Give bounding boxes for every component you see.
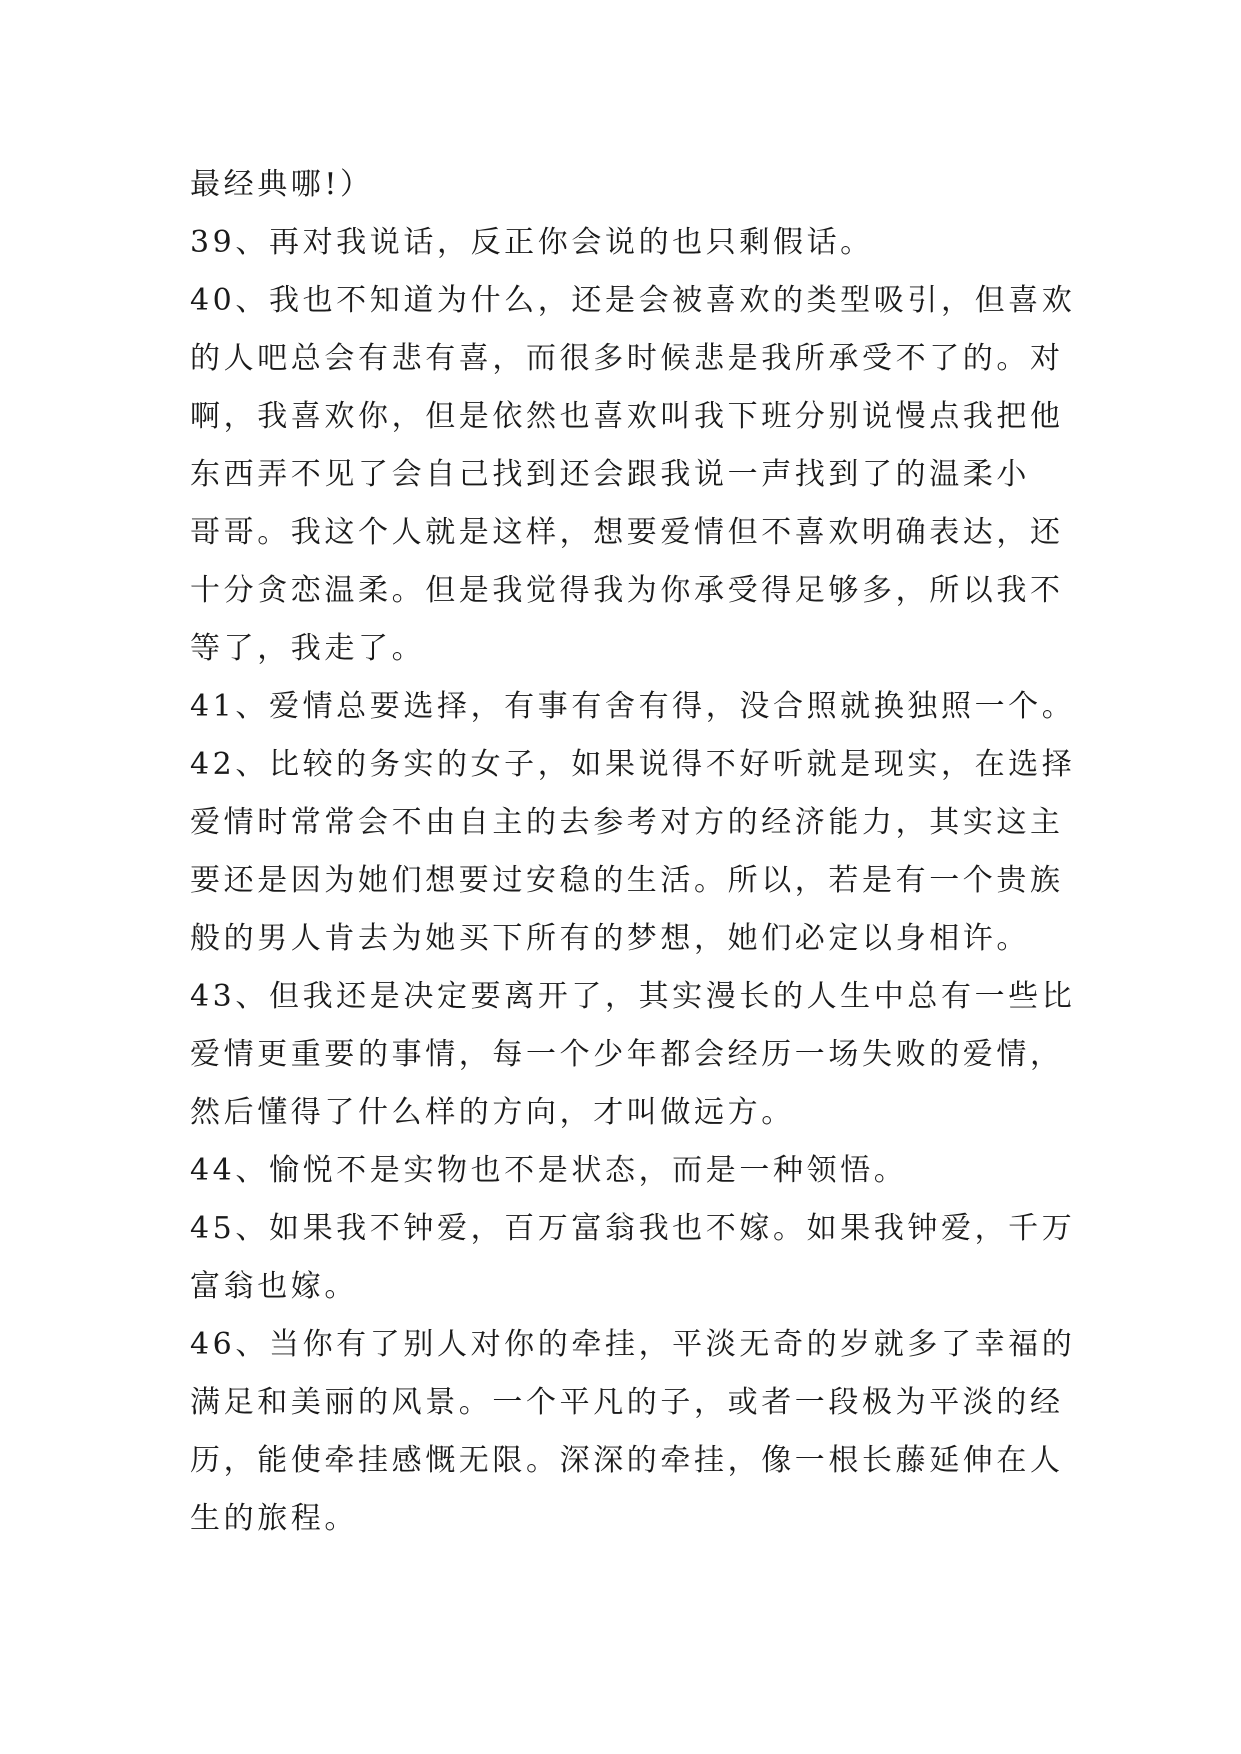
text-line: 哥哥。我这个人就是这样，想要爱情但不喜欢明确表达，还 (190, 515, 1064, 550)
text-line: 富翁也嫁。 (190, 1269, 358, 1304)
text-line: 爱情时常常会不由自主的去参考对方的经济能力，其实这主 (190, 805, 1064, 840)
text-line: 44、愉悦不是实物也不是状态，而是一种领悟。 (190, 1153, 908, 1188)
text-line: 爱情更重要的事情，每一个少年都会经历一场失败的爱情， (190, 1037, 1064, 1072)
text-line: 满足和美丽的风景。一个平凡的子，或者一段极为平淡的经 (190, 1385, 1064, 1420)
text-line: 般的男人肯去为她买下所有的梦想，她们必定以身相许。 (190, 921, 1030, 956)
text-line: 啊，我喜欢你，但是依然也喜欢叫我下班分别说慢点我把他 (190, 399, 1064, 434)
text-line: 历，能使牵挂感慨无限。深深的牵挂，像一根长藤延伸在人 (190, 1443, 1064, 1478)
text-line: 生的旅程。 (190, 1501, 358, 1536)
text-line: 45、如果我不钟爱，百万富翁我也不嫁。如果我钟爱，千万 (190, 1211, 1076, 1246)
text-line: 42、比较的务实的女子，如果说得不好听就是现实，在选择 (190, 747, 1076, 782)
text-line: 然后懂得了什么样的方向，才叫做远方。 (190, 1095, 795, 1130)
text-line: 等了，我走了。 (190, 631, 426, 666)
text-line: 最经典哪!） (190, 167, 374, 202)
text-line: 十分贪恋温柔。但是我觉得我为你承受得足够多，所以我不 (190, 573, 1064, 608)
text-line: 39、再对我说话，反正你会说的也只剩假话。 (190, 225, 874, 260)
text-line: 要还是因为她们想要过安稳的生活。所以，若是有一个贵族 (190, 863, 1064, 898)
text-line: 的人吧总会有悲有喜，而很多时候悲是我所承受不了的。对 (190, 341, 1064, 376)
text-line: 40、我也不知道为什么，还是会被喜欢的类型吸引，但喜欢 (190, 283, 1076, 318)
text-line: 43、但我还是决定要离开了，其实漫长的人生中总有一些比 (190, 979, 1076, 1014)
text-line: 46、当你有了别人对你的牵挂，平淡无奇的岁就多了幸福的 (190, 1327, 1076, 1362)
text-line: 东西弄不见了会自己找到还会跟我说一声找到了的温柔小 (190, 457, 1030, 492)
text-line: 41、爱情总要选择，有事有舍有得，没合照就换独照一个。 (190, 689, 1076, 724)
